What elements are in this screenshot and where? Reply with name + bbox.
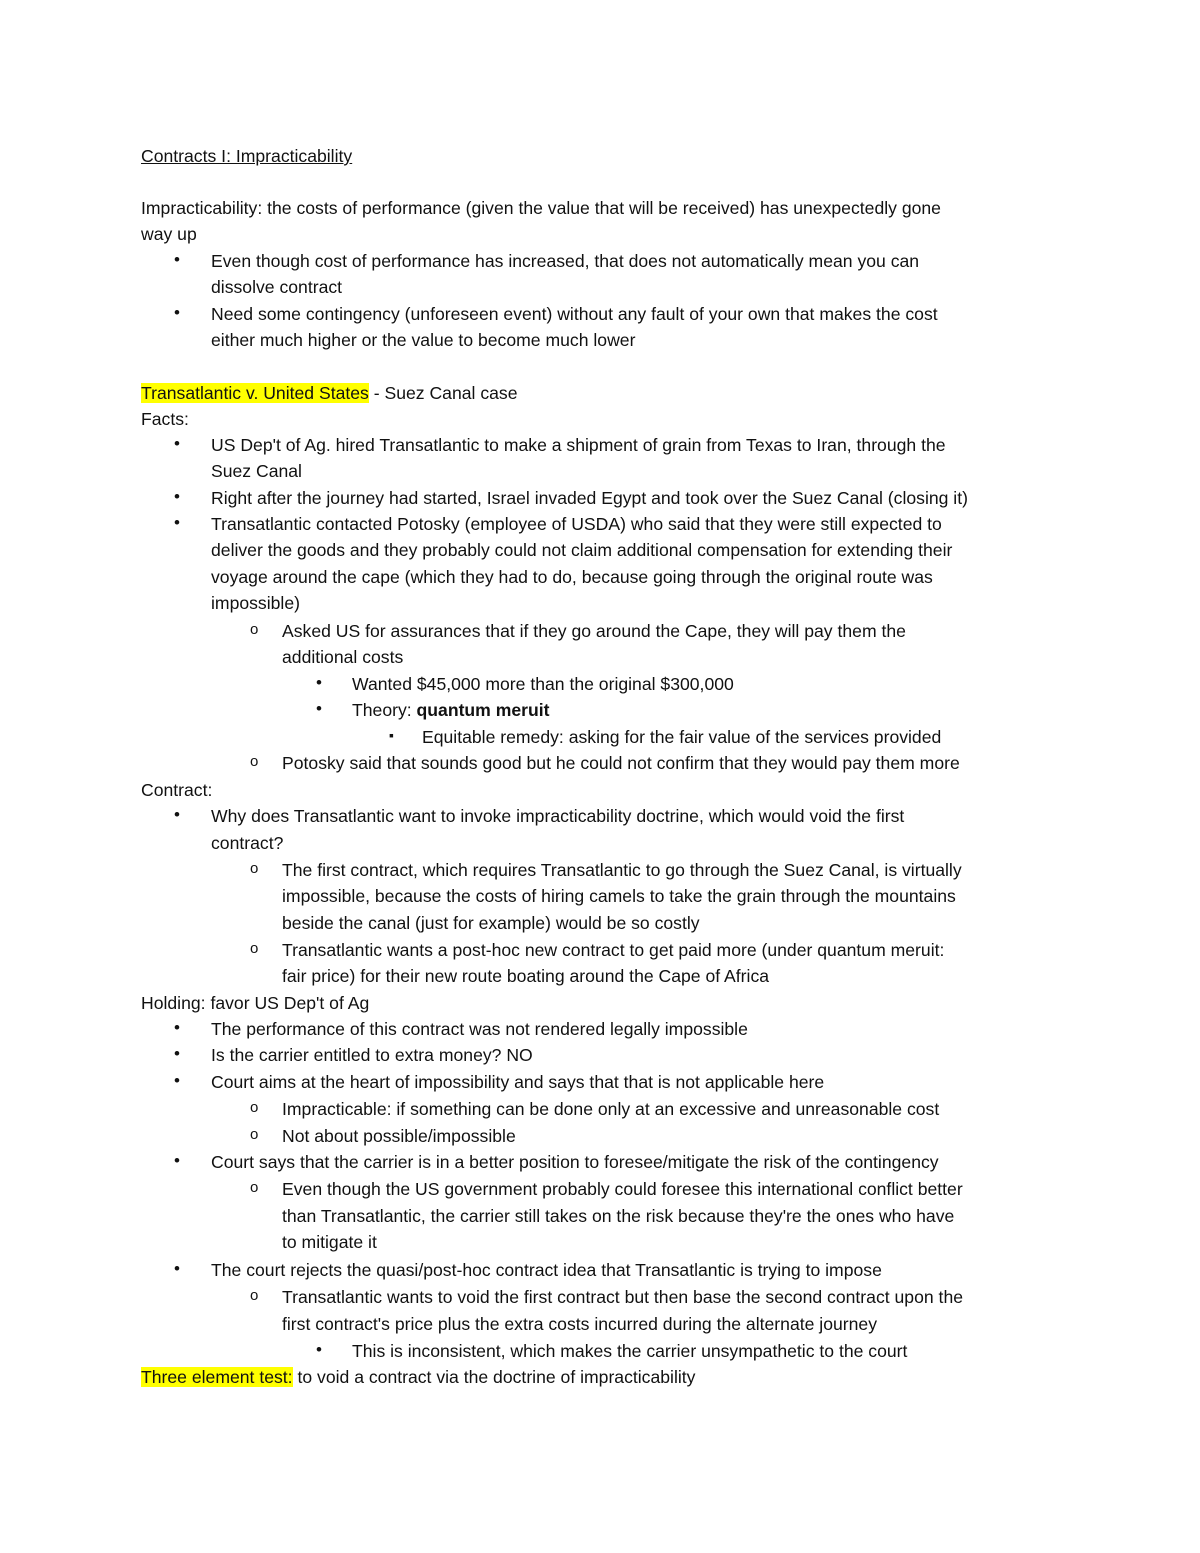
case-heading xyxy=(141,380,518,406)
list-item: Court aims at the heart of impossibility and says that that is not applicable here xyxy=(211,1072,825,1092)
list-item: Asked US for assurances that if they go around the Cape, they will pay them the xyxy=(282,621,906,641)
bullet-glyph: • xyxy=(174,805,180,824)
list-item: Transatlantic contacted Potosky (employee of USDA) who said that they were still expected to xyxy=(211,514,942,534)
list-item: US Dep't of Ag. hired Transatlantic to make a shipment of grain from Texas to Iran, through the xyxy=(211,435,946,455)
list-item: Potosky said that sounds good but he could not confirm that they would pay them more xyxy=(282,753,960,773)
circle-bullet-glyph: o xyxy=(250,940,259,957)
list-item: Why does Transatlantic want to invoke impracticability doctrine, which would void the first xyxy=(211,806,905,826)
test-text: to void a contract via the doctrine of impracticability xyxy=(292,1367,696,1387)
list-item xyxy=(352,697,549,723)
bullet-glyph: • xyxy=(174,1044,180,1063)
list-item: The court rejects the quasi/post-hoc contract idea that Transatlantic is trying to impose xyxy=(211,1260,882,1280)
list-item: Impracticable: if something can be done only at an excessive and unreasonable cost xyxy=(282,1099,940,1119)
contract-label: Contract: xyxy=(141,780,213,800)
circle-bullet-glyph: o xyxy=(250,753,259,770)
list-item: Suez Canal xyxy=(211,461,302,481)
list-item: beside the canal (just for example) would be so costly xyxy=(282,913,700,933)
list-item: fair price) for their new route boating around the Cape of Africa xyxy=(282,966,770,986)
bullet-glyph: • xyxy=(316,673,322,692)
bullet-glyph: • xyxy=(316,1340,322,1359)
definition-line: way up xyxy=(141,224,197,244)
test-label: Three element test: xyxy=(141,1367,293,1387)
definition-line: Impracticability: the costs of performance (given the value that will be received) has unexpectedly gone xyxy=(141,198,941,218)
bullet-glyph: • xyxy=(174,487,180,506)
bullet-glyph: • xyxy=(174,1259,180,1278)
list-item: Transatlantic wants a post-hoc new contract to get paid more (under quantum meruit: xyxy=(282,940,945,960)
case-subtitle: - Suez Canal case xyxy=(368,383,518,403)
circle-bullet-glyph: o xyxy=(250,1179,259,1196)
list-item: either much higher or the value to become much lower xyxy=(211,330,636,350)
list-item: Equitable remedy: asking for the fair value of the services provided xyxy=(422,727,942,747)
list-item: impossible, because the costs of hiring camels to take the grain through the mountains xyxy=(282,886,956,906)
test-heading xyxy=(141,1364,695,1390)
circle-bullet-glyph: o xyxy=(250,1099,259,1116)
list-item: Even though cost of performance has increased, that does not automatically mean you can xyxy=(211,251,920,271)
circle-bullet-glyph: o xyxy=(250,1287,259,1304)
holding-label: Holding: favor US Dep't of Ag xyxy=(141,993,370,1013)
list-item: Need some contingency (unforeseen event) without any fault of your own that makes the cost xyxy=(211,304,938,324)
page-title: Contracts I: Impracticability xyxy=(141,146,353,166)
list-item: additional costs xyxy=(282,647,404,667)
bullet-glyph: • xyxy=(174,1151,180,1170)
list-item: first contract's price plus the extra costs incurred during the alternate journey xyxy=(282,1314,877,1334)
square-bullet-glyph: ▪ xyxy=(389,727,394,743)
bullet-glyph: • xyxy=(174,434,180,453)
list-item: voyage around the cape (which they had to do, because going through the original route was xyxy=(211,567,933,587)
circle-bullet-glyph: o xyxy=(250,621,259,638)
list-item: Transatlantic wants to void the first contract but then base the second contract upon the xyxy=(282,1287,964,1307)
list-item: to mitigate it xyxy=(282,1232,377,1252)
list-item: contract? xyxy=(211,833,284,853)
theory-label: Theory: xyxy=(352,700,417,720)
list-item: Court says that the carrier is in a better position to foresee/mitigate the risk of the contingency xyxy=(211,1152,939,1172)
list-item: Not about possible/impossible xyxy=(282,1126,516,1146)
list-item: impossible) xyxy=(211,593,300,613)
list-item: deliver the goods and they probably could not claim additional compensation for extending their xyxy=(211,540,953,560)
list-item: Is the carrier entitled to extra money? NO xyxy=(211,1045,533,1065)
circle-bullet-glyph: o xyxy=(250,860,259,877)
bullet-glyph: • xyxy=(174,513,180,532)
facts-label: Facts: xyxy=(141,409,189,429)
bullet-glyph: • xyxy=(174,303,180,322)
list-item: dissolve contract xyxy=(211,277,343,297)
circle-bullet-glyph: o xyxy=(250,1126,259,1143)
list-item: The performance of this contract was not rendered legally impossible xyxy=(211,1019,748,1039)
list-item: The first contract, which requires Transatlantic to go through the Suez Canal, is virtually xyxy=(282,860,962,880)
theory-term: quantum meruit xyxy=(416,700,550,720)
bullet-glyph: • xyxy=(316,699,322,718)
case-name: Transatlantic v. United States xyxy=(141,383,369,403)
bullet-glyph: • xyxy=(174,250,180,269)
list-item: Right after the journey had started, Israel invaded Egypt and took over the Suez Canal (closing it) xyxy=(211,488,968,508)
bullet-glyph: • xyxy=(174,1018,180,1037)
bullet-glyph: • xyxy=(174,1071,180,1090)
list-item: Wanted $45,000 more than the original $300,000 xyxy=(352,674,734,694)
list-item: Even though the US government probably could foresee this international conflict better xyxy=(282,1179,963,1199)
list-item: This is inconsistent, which makes the carrier unsympathetic to the court xyxy=(352,1341,908,1361)
list-item: than Transatlantic, the carrier still takes on the risk because they're the ones who have xyxy=(282,1206,955,1226)
